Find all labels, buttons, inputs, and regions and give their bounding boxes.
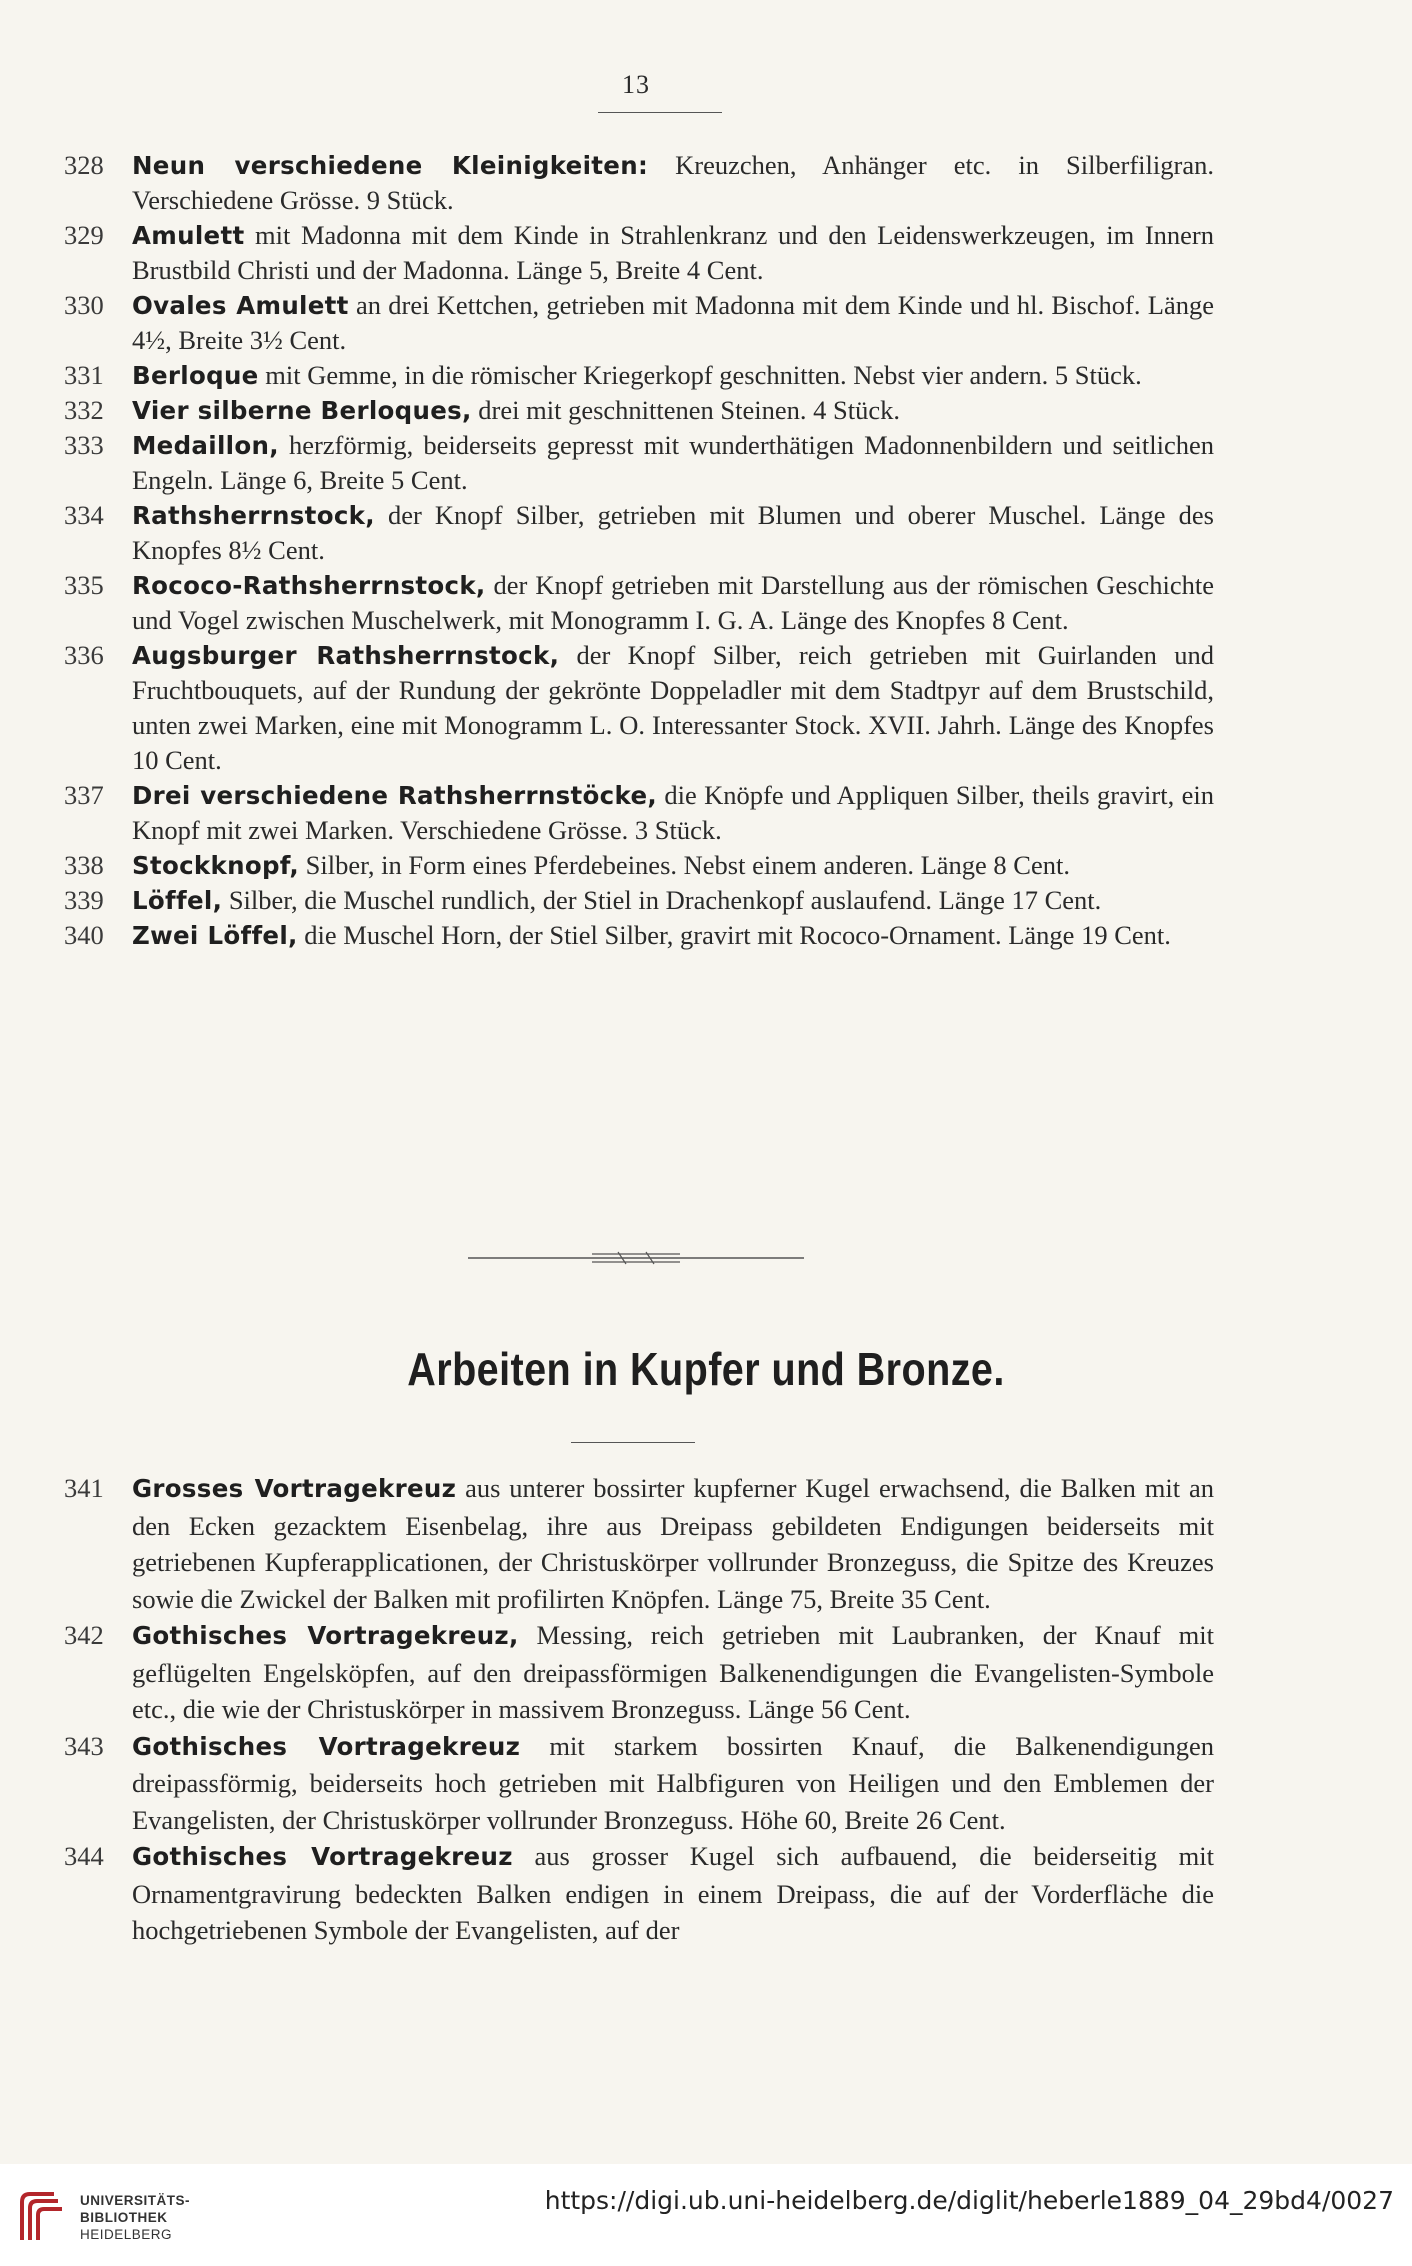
section-title: Arbeiten in Kupfer und Bronze. — [407, 1343, 1005, 1395]
entry-description: herzförmig, beiderseits gepresst mit wunderthätigen Madonnenbildern und seitlichen Engeln. Länge 6, Breite 5 Cent. — [132, 430, 1214, 495]
catalogue-entry — [64, 883, 1214, 918]
entry-number: 328 — [64, 150, 104, 180]
catalogue-entry — [64, 1617, 1214, 1728]
entry-description: aus unterer bossirter kupferner Kugel erwachsend, die Balken mit an den Ecken gezacktem Eisenbelag, ihre aus Dreipass gebildeten Endigungen beiderseits mit getriebenen Kupferapplicationen, der Christuskörper vollrunder Bronzeguss, die Spitze des Kreuzes sowie die Zwickel der Balken mit profilirten Knöpfen. Länge 75, Breite 35 Cent. — [132, 1473, 1214, 1614]
catalogue-entry — [64, 288, 1214, 358]
entry-heading: Gothisches Vortragekreuz — [132, 1731, 521, 1761]
entry-heading: Berloque — [132, 361, 259, 390]
catalogue-entry — [64, 218, 1214, 288]
entry-heading: Neun verschiedene Kleinigkeiten: — [132, 151, 649, 180]
entry-number: 344 — [64, 1841, 104, 1871]
entry-heading: Zwei Löffel, — [132, 921, 298, 950]
entry-description: mit Gemme, in die römischer Kriegerkopf geschnitten. Nebst vier andern. 5 Stück. — [258, 360, 1142, 390]
entry-number: 342 — [64, 1620, 104, 1650]
catalogue-entry — [64, 428, 1214, 498]
entry-description: Silber, in Form eines Pferdebeines. Nebst einem anderen. Länge 8 Cent. — [299, 850, 1070, 880]
entry-description: aus grosser Kugel sich aufbauend, die beiderseitig mit Ornamentgravirung bedeckten Balken endigen in einem Dreipass, die auf der Vorderfläche die hochgetriebenen Symbole der Evangelisten, auf der — [132, 1841, 1214, 1945]
entry-description: drei mit geschnittenen Steinen. 4 Stück. — [471, 395, 900, 425]
entry-description: an drei Kettchen, getrieben mit Madonna mit dem Kinde und hl. Bischof. Länge 4½, Breite 3½ Cent. — [132, 290, 1214, 355]
entry-number: 339 — [64, 885, 104, 915]
entry-heading: Stockknopf, — [132, 851, 300, 880]
entry-heading: Medaillon, — [132, 431, 279, 460]
entry-heading: Gothisches Vortragekreuz, — [132, 1621, 519, 1650]
entry-heading: Ovales Amulett — [132, 291, 349, 320]
entry-number: 333 — [64, 430, 104, 460]
catalogue-entry — [64, 498, 1214, 568]
entry-number: 332 — [64, 395, 104, 425]
catalogue-entry — [64, 568, 1214, 638]
catalogue-entry — [64, 918, 1214, 953]
page-number: 13 — [622, 70, 650, 99]
entry-heading: Rathsherrnstock, — [132, 501, 375, 530]
entry-number: 343 — [64, 1730, 104, 1761]
catalogue-entry — [64, 393, 1214, 428]
catalogue-entry — [64, 1728, 1214, 1839]
section-divider-ornament — [468, 1251, 804, 1265]
entry-number: 334 — [64, 500, 104, 530]
entry-number: 329 — [64, 220, 104, 250]
entry-heading: Rococo-Rathsherrnstock, — [132, 571, 486, 600]
catalogue-entry — [64, 1470, 1214, 1617]
source-url-link[interactable]: https://digi.ub.uni-heidelberg.de/diglit/heberle1889_04_29bd4/0027 — [544, 2186, 1394, 2215]
entry-description: mit Madonna mit dem Kinde in Strahlenkranz und den Leidenswerkzeugen, im Innern Brustbild Christi und der Madonna. Länge 5, Breite 4 Cent. — [132, 220, 1214, 285]
entry-heading: Löffel, — [132, 886, 223, 915]
entry-heading: Augsburger Rathsherrnstock, — [132, 641, 560, 670]
section-title-rule — [571, 1442, 695, 1443]
entry-number: 340 — [64, 920, 104, 950]
library-name-line3: HEIDELBERG — [80, 2227, 173, 2242]
entry-number: 335 — [64, 570, 104, 600]
entry-heading: Gothisches Vortragekreuz — [132, 1842, 513, 1871]
entry-heading: Grosses Vortragekreuz — [132, 1474, 457, 1503]
entry-heading: Vier silberne Berloques, — [132, 396, 472, 425]
catalogue-entry — [64, 1838, 1214, 1949]
entry-description: Messing, reich getrieben mit Laubranken, der Knauf mit geflügelten Engelsköpfen, auf den dreipassförmigen Balkenendigungen die Evangelisten-Symbole etc., die wie der Christuskörper in massivem Bronzeguss. Länge 56 Cent. — [132, 1620, 1214, 1724]
catalogue-entry — [64, 638, 1214, 778]
entry-heading: Drei verschiedene Rathsherrnstöcke, — [132, 781, 657, 810]
university-library-logo-icon — [14, 2188, 70, 2244]
library-name-line1: UNIVERSITÄTS- — [80, 2193, 191, 2208]
entry-number: 331 — [64, 360, 104, 390]
entry-number: 341 — [64, 1473, 104, 1503]
entry-description: die Muschel Horn, der Stiel Silber, gravirt mit Rococo-Ornament. Länge 19 Cent. — [297, 920, 1171, 950]
catalogue-entries-silver — [64, 148, 1214, 953]
entry-heading: Amulett — [132, 221, 245, 250]
library-name — [80, 2192, 190, 2243]
entry-number: 336 — [64, 640, 104, 670]
entry-number: 330 — [64, 290, 104, 320]
catalogue-entry — [64, 148, 1214, 218]
entry-description: der Knopf Silber, reich getrieben mit Guirlanden und Fruchtbouquets, auf der Rundung der gekrönte Doppeladler mit dem Stadtpyr auf dem Brustschild, unten zwei Marken, eine mit Monogramm L. O. Interessanter Stock. XVII. Jahrh. Länge des Knopfes 10 Cent. — [132, 640, 1214, 775]
catalogue-entries-copper-bronze — [64, 1470, 1214, 1949]
entry-number: 337 — [64, 780, 104, 810]
page-number-rule — [598, 112, 722, 113]
catalogue-entry — [64, 358, 1214, 393]
footer-bar — [0, 2164, 1412, 2266]
catalogue-entry — [64, 848, 1214, 883]
entry-number: 338 — [64, 850, 104, 880]
entry-description: der Knopf Silber, getrieben mit Blumen und oberer Muschel. Länge des Knopfes 8½ Cent. — [132, 500, 1214, 565]
library-name-line2: BIBLIOTHEK — [80, 2210, 168, 2225]
entry-description: der Knopf getrieben mit Darstellung aus der römischen Geschichte und Vogel zwischen Muschelwerk, mit Monogramm I. G. A. Länge des Knopfes 8 Cent. — [132, 570, 1214, 635]
entry-description: Kreuzchen, Anhänger etc. in Silberfiligran. Verschiedene Grösse. 9 Stück. — [132, 150, 1214, 215]
entry-description: mit starkem bossirten Knauf, die Balkenendigungen dreipassförmig, beiderseits hoch getrieben mit Halbfiguren von Heiligen und den Emblemen der Evangelisten, der Christuskörper vollrunder Bronzeguss. Höhe 60, Breite 26 Cent. — [132, 1730, 1214, 1835]
entry-description: Silber, die Muschel rundlich, der Stiel in Drachenkopf auslaufend. Länge 17 Cent. — [222, 885, 1102, 915]
catalogue-entry — [64, 778, 1214, 848]
entry-description: die Knöpfe und Appliquen Silber, theils gravirt, ein Knopf mit zwei Marken. Verschiedene Grösse. 3 Stück. — [132, 780, 1214, 845]
